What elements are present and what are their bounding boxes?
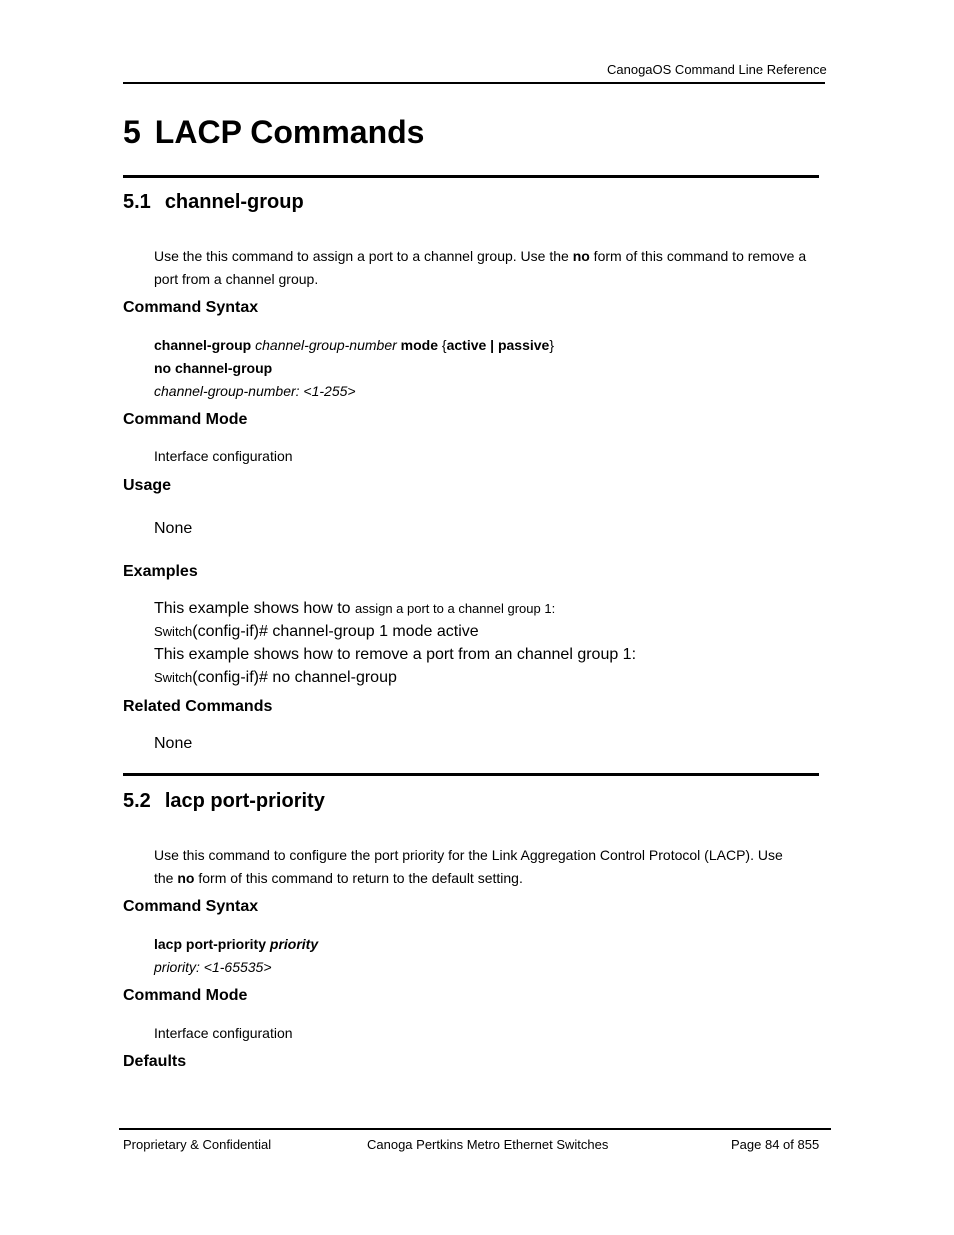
- syntax-argument: priority: [269, 936, 319, 952]
- footer-page-number: Page 84 of 855: [731, 1137, 820, 1152]
- chapter-title-text: LACP Commands: [154, 114, 425, 150]
- command-syntax-heading: Command Syntax: [123, 299, 259, 316]
- section-title: lacp port-priority: [164, 790, 325, 812]
- command-mode-text: Interface configuration: [154, 448, 293, 464]
- command-mode-heading: Command Mode: [123, 987, 248, 1004]
- related-commands-heading: Related Commands: [123, 698, 273, 715]
- desc-no-keyword: no: [177, 870, 195, 886]
- footer-left: Proprietary & Confidential: [123, 1137, 272, 1152]
- example-2-description: This example shows how to remove a port from an channel group 1:: [154, 646, 637, 663]
- section-number: 5.2: [123, 790, 151, 812]
- syntax-brace: }: [549, 337, 555, 353]
- command-syntax-heading: Command Syntax: [123, 898, 259, 915]
- section-description-line2: [154, 870, 523, 886]
- syntax-no-form: no channel-group: [154, 360, 273, 376]
- section-description: [154, 248, 806, 264]
- usage-heading: Usage: [123, 477, 172, 494]
- syntax-line: [154, 936, 318, 952]
- related-commands-text: None: [154, 735, 193, 752]
- syntax-mode-keyword: mode: [400, 337, 438, 353]
- defaults-heading: Defaults: [123, 1053, 187, 1070]
- chapter-title: [123, 114, 424, 151]
- section-description-line2: port from a channel group.: [154, 271, 319, 287]
- chapter-number: 5: [123, 114, 141, 150]
- example-1-command: [154, 623, 479, 641]
- example-1-description: [154, 600, 555, 618]
- desc-no-keyword: no: [572, 248, 590, 264]
- desc-text: form of this command to remove a: [589, 248, 807, 264]
- section-description: Use this command to configure the port priority for the Link Aggregation Control Protocol (LACP). Use: [154, 847, 783, 863]
- example-text: This example shows how to: [154, 600, 355, 617]
- footer-center: Canoga Pertkins Metro Ethernet Switches: [367, 1137, 609, 1152]
- command-mode-text: Interface configuration: [154, 1025, 293, 1041]
- section-title: channel-group: [164, 191, 304, 213]
- examples-heading: Examples: [123, 563, 198, 580]
- section-number: 5.1: [123, 191, 151, 213]
- syntax-argument: channel-group-number: [255, 337, 397, 353]
- syntax-line: [154, 337, 554, 353]
- syntax-command: channel-group: [154, 337, 252, 353]
- header-rule: [123, 82, 825, 84]
- cli-command: (config-if)# no channel-group: [192, 669, 397, 686]
- usage-text: None: [154, 520, 193, 537]
- section-rule: [123, 773, 819, 776]
- syntax-command: lacp port-priority: [154, 936, 267, 952]
- footer-rule: [119, 1128, 831, 1130]
- section-heading-channel-group: [123, 191, 304, 214]
- command-mode-heading: Command Mode: [123, 411, 248, 428]
- cli-prompt: Switch: [154, 670, 193, 685]
- desc-text: Use the this command to assign a port to a channel group. Use the: [154, 248, 573, 264]
- example-text: assign a port to a channel group 1:: [354, 601, 556, 616]
- cli-prompt: Switch: [154, 624, 193, 639]
- desc-text: form of this command to return to the default setting.: [194, 870, 523, 886]
- example-2-command: [154, 669, 397, 687]
- cli-command: (config-if)# channel-group 1 mode active: [192, 623, 479, 640]
- desc-text: the: [154, 870, 178, 886]
- syntax-parameter: priority: <1-65535>: [154, 959, 272, 975]
- syntax-brace: {: [441, 337, 447, 353]
- section-heading-lacp-port-priority: [123, 790, 325, 813]
- running-header: CanogaOS Command Line Reference: [607, 62, 827, 77]
- syntax-options: active | passive: [446, 337, 550, 353]
- syntax-parameter: channel-group-number: <1-255>: [154, 383, 356, 399]
- chapter-rule: [123, 175, 819, 178]
